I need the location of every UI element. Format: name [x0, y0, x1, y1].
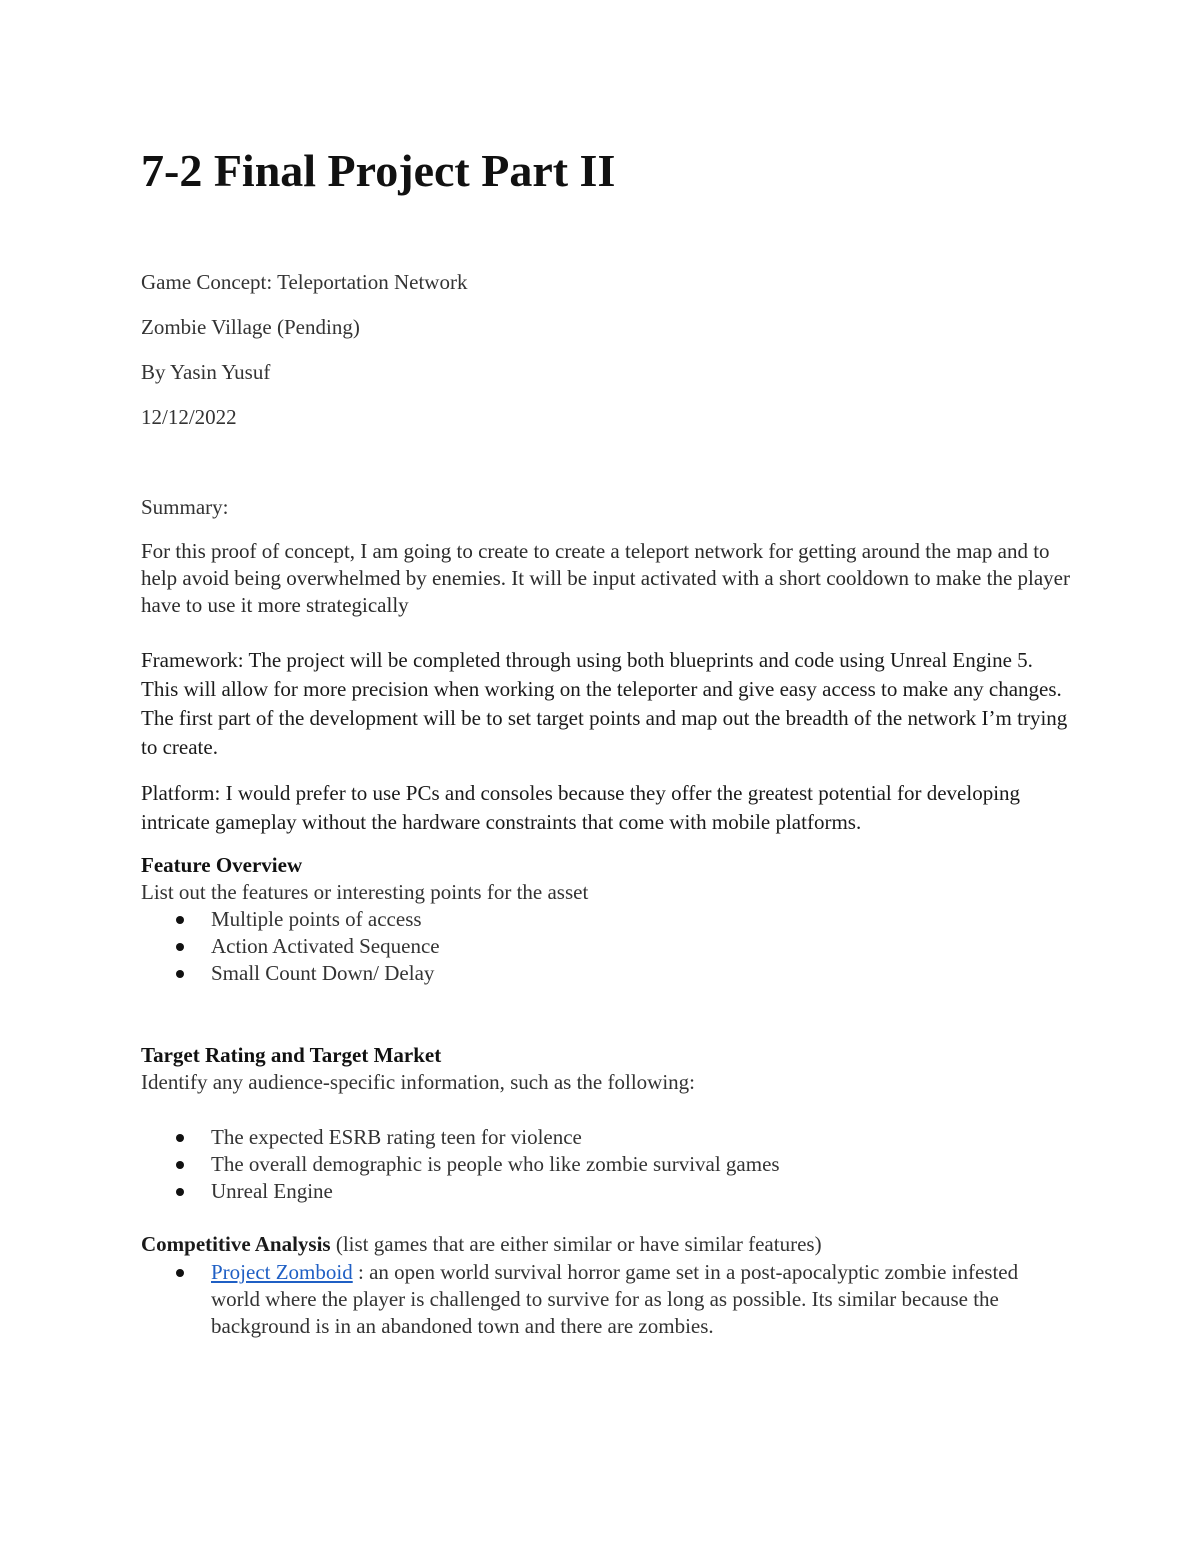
target-rating-list — [141, 1124, 1061, 1205]
bullet-icon — [176, 916, 184, 924]
feature-overview-heading: Feature Overview — [141, 853, 303, 877]
list-item: The overall demographic is people who like zombie survival games — [141, 1151, 1061, 1178]
game-name-line: Zombie Village (Pending) — [141, 315, 360, 339]
target-rating-heading: Target Rating and Target Market — [141, 1043, 442, 1067]
framework-text: Framework: The project will be completed through using both blueprints and code using Unreal Engine 5. This will allow for more precision when working on the teleporter and give easy access to make any changes. The first part of the development will be to set target points and map out the breadth of the network I’m trying to create. — [141, 648, 1068, 759]
competitive-analysis-heading: Competitive Analysis (list games that are either similar or have similar features) — [141, 1232, 822, 1256]
bullet-icon — [176, 1161, 184, 1169]
summary-label: Summary: — [141, 495, 229, 519]
list-item: The expected ESRB rating teen for violence — [141, 1124, 1061, 1151]
list-item: Small Count Down/ Delay — [141, 960, 1061, 987]
bullet-icon — [176, 1134, 184, 1142]
date-line: 12/12/2022 — [141, 405, 237, 429]
page-title: 7-2 Final Project Part II — [141, 145, 616, 196]
bullet-icon — [176, 1188, 184, 1196]
game-concept-line: Game Concept: Teleportation Network — [141, 270, 468, 294]
bullet-icon — [176, 970, 184, 978]
list-item: Action Activated Sequence — [141, 933, 1061, 960]
bullet-icon — [176, 943, 184, 951]
list-item: Project Zomboid : an open world survival horror game set in a post-apocalyptic zombie infested world where the player is challenged to survive for as long as possible. Its similar because the background is in an abandoned town and there are zombies. — [141, 1259, 1061, 1340]
feature-overview-intro: List out the features or interesting points for the asset — [141, 880, 589, 904]
list-item: Unreal Engine — [141, 1178, 1061, 1205]
feature-list — [141, 906, 1061, 987]
author-line: By Yasin Yusuf — [141, 360, 271, 384]
competitive-list — [141, 1259, 1061, 1340]
summary-text: For this proof of concept, I am going to create to create a teleport network for getting around the map and to help avoid being overwhelmed by enemies. It will be input activated with a short cooldown to make the player have to use it more strategically — [141, 539, 1070, 617]
project-zomboid-link[interactable]: Project Zomboid — [211, 1260, 353, 1284]
platform-text: Platform: I would prefer to use PCs and consoles because they offer the greatest potential for developing intricate gameplay without the hardware constraints that come with mobile platforms. — [141, 781, 1021, 834]
target-rating-intro: Identify any audience-specific information, such as the following: — [141, 1070, 695, 1094]
list-item: Multiple points of access — [141, 906, 1061, 933]
bullet-icon — [176, 1269, 184, 1277]
